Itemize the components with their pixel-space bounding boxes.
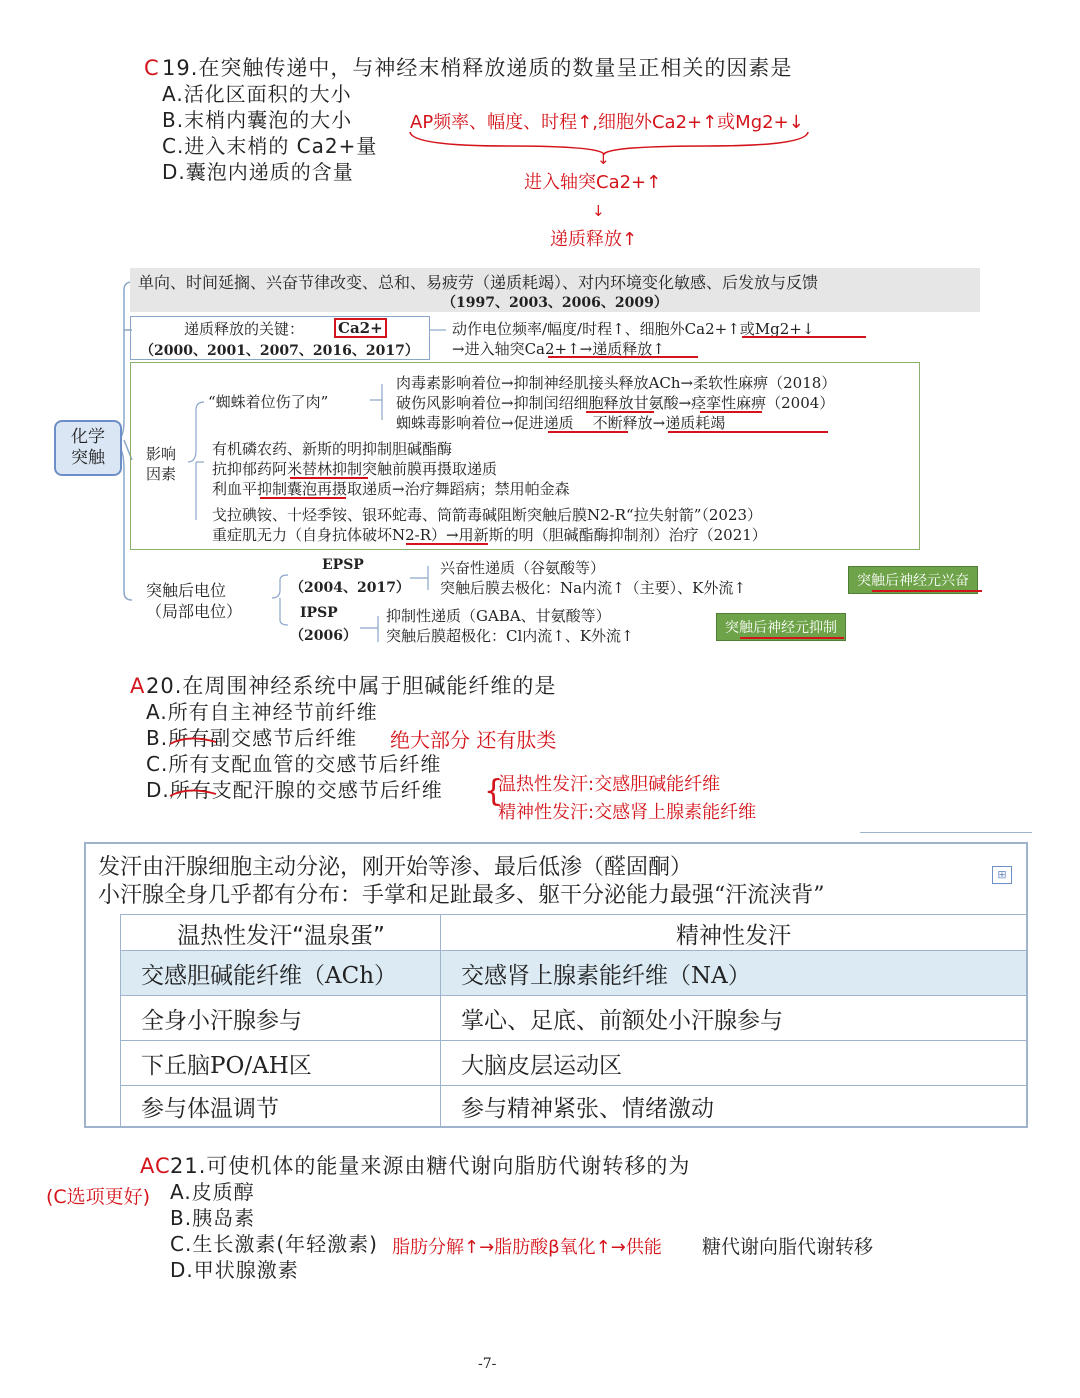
key-detail-2: →进入轴突Ca2+↑→递质释放↑ (452, 340, 665, 358)
table-row (120, 995, 1026, 1041)
ipsp-line-2: 突触后膜超极化：Cl内流↑、K外流↑ (386, 627, 634, 645)
q21-option-c: C.生长激素(年轻激素) (170, 1232, 378, 1256)
q19-answer: C (144, 56, 160, 80)
key-detail-underline-2 (548, 356, 698, 358)
drug-item-4: 戈拉碘铵、十烃季铵、银环蛇毒、筒箭毒碱阻断突触后膜N2-R“拉失射箭”（2023） (212, 506, 763, 524)
epsp-line-2: 突触后膜去极化：Na内流↑（主要）、K外流↑ (440, 579, 746, 597)
drug-item-1: 有机磷农药、新斯的明抑制胆碱酯酶 (212, 440, 453, 458)
q20-strike-d (168, 780, 220, 800)
q21-note-c-black: 糖代谢向脂代谢转移 (702, 1236, 874, 1258)
q20-option-d: D.所有支配汗腺的交感节后纤维 (146, 778, 443, 802)
q21-stem: 21.可使机体的能量来源由糖代谢向脂肪代谢转移的为 (170, 1154, 691, 1178)
q19-option-c: C.进入末梢的 Ca2+量 (162, 134, 378, 158)
table-row (120, 1085, 1026, 1127)
key-detail-underline-1 (742, 336, 866, 338)
table-row (120, 1040, 1026, 1086)
epsp-tag-underline (872, 590, 982, 592)
drug-item-5: 重症肌无力（自身抗体破坏N2-R）→用新斯的明（胆碱酯酶抑制剂）治疗（2021） (212, 526, 767, 544)
drug-underline-3 (406, 543, 488, 545)
q19-note-arrow1: ↓ (597, 150, 610, 168)
table-cell: 交感胆碱能纤维（ACh） (120, 951, 441, 996)
table-cell: 参与精神紧张、情绪激动 (440, 1086, 1026, 1127)
ipsp-tag: 突触后神经元抑制 (716, 613, 846, 641)
q21-option-a: A.皮质醇 (170, 1180, 255, 1204)
table-header-warm: 温热性发汗“温泉蛋” (120, 915, 441, 951)
drug-underline-1 (290, 477, 368, 479)
q20-option-b: B.所有副交感节后纤维 (146, 726, 358, 750)
features-text: 单向、时间延搁、兴奋节律改变、总和、易疲劳（递质耗竭）、对内环境变化敏感、后发放与反馈 (138, 273, 819, 292)
spider-item-3: 蜘蛛毒影响着位→促进递质 不断释放→递质耗竭 (396, 414, 726, 432)
q21-option-b: B.胰岛素 (170, 1206, 256, 1230)
table-icon[interactable]: ⊞ (992, 866, 1012, 884)
ipsp-tag-underline (740, 637, 844, 639)
post-label: 突触后电位 （局部电位） (146, 581, 243, 621)
q20-note-d1: 温热性发汗:交感胆碱能纤维 (498, 774, 721, 795)
q19-option-d: D.囊泡内递质的含量 (162, 160, 354, 184)
divider-line (860, 832, 1032, 833)
q20-answer: A (130, 674, 146, 698)
table-cell: 下丘脑PO/AH区 (120, 1041, 441, 1086)
table-cell: 掌心、足底、前额处小汗腺参与 (440, 996, 1026, 1041)
spider-item-2: 破伤风影响着位→抑制闰绍细胞释放甘氨酸→痉挛性麻痹（2004） (396, 394, 835, 412)
spider-underline-1 (586, 411, 654, 413)
drug-item-3: 利血平抑制囊泡再摄取递质→治疗舞蹈病；禁用帕金森 (212, 480, 570, 498)
spider-item-1: 肉毒素影响着位→抑制神经肌接头释放ACh→柔软性麻痹（2018） (396, 374, 837, 392)
table-row (120, 950, 1026, 996)
ipsp-label: IPSP (300, 605, 338, 621)
q19-note-line3: 递质释放↑ (550, 229, 638, 250)
q19-note-line1: AP频率、幅度、时程↑,细胞外Ca2+↑或Mg2+↓ (410, 112, 804, 133)
table-cell: 参与体温调节 (120, 1086, 441, 1127)
sweat-table (84, 842, 1028, 1128)
epsp-tag: 突触后神经元兴奋 (848, 566, 978, 594)
spider-underline-4 (668, 431, 828, 433)
table-cell: 全身小汗腺参与 (120, 996, 441, 1041)
key-detail-1: 动作电位频率/幅度/时程↑、细胞外Ca2+↑或Mg2+↓ (452, 320, 815, 338)
q21-note-c-red: 脂肪分解↑→脂肪酸β氧化↑→供能 (392, 1237, 662, 1258)
q19-stem: 19.在突触传递中，与神经末梢释放递质的数量呈正相关的因素是 (162, 56, 793, 80)
spider-underline-3 (548, 431, 628, 433)
q20-stem: 20.在周围神经系统中属于胆碱能纤维的是 (146, 674, 557, 698)
page-number: -7- (478, 1356, 497, 1372)
table-cell: 大脑皮层运动区 (440, 1041, 1026, 1086)
q20-option-a: A.所有自主神经节前纤维 (146, 700, 378, 724)
influence-label: 影响 因素 (146, 445, 177, 483)
table-header-row (120, 914, 1026, 951)
q19-option-a: A.活化区面积的大小 (162, 82, 352, 106)
features-years: （1997、2003、2006、2009） (442, 295, 668, 311)
q20-strike-b (168, 728, 220, 748)
table-header-mental: 精神性发汗 (440, 915, 1026, 951)
key-years: （2000、2001、2007、2016、2017） (140, 343, 419, 359)
sweat-line-1: 发汗由汗腺细胞主动分泌，刚开始等渗、最后低渗（醛固酮） (98, 855, 693, 880)
q20-option-c: C.所有支配血管的交感节后纤维 (146, 752, 442, 776)
epsp-line-1: 兴奋性递质（谷氨酸等） (440, 559, 606, 577)
spider-label: “蜘蛛着位伤了肉” (208, 393, 329, 411)
q19-note-line2: 进入轴突Ca2+↑ (524, 172, 662, 193)
q21-side-note: (C选项更好) (46, 1186, 151, 1208)
drug-underline-2 (260, 497, 346, 499)
ipsp-line-1: 抑制性递质（GABA、甘氨酸等） (386, 607, 611, 625)
epsp-label: EPSP (322, 557, 364, 573)
key-value: Ca2+ (334, 318, 387, 338)
q20-note-b: 绝大部分 还有肽类 (390, 728, 557, 752)
epsp-years: （2004、2017） (290, 580, 410, 596)
q20-brace: { (484, 774, 504, 809)
spider-underline-2 (700, 411, 762, 413)
q21-option-d: D.甲状腺激素 (170, 1258, 299, 1282)
q21-answer: AC (140, 1154, 171, 1178)
sweat-line-2: 小汗腺全身几乎都有分布：手掌和足趾最多、躯干分泌能力最强“汗流浃背” (98, 883, 825, 908)
q19-option-b: B.末梢内囊泡的大小 (162, 108, 353, 132)
table-cell: 交感肾上腺素能纤维（NA） (440, 951, 1026, 996)
drug-item-2: 抗抑郁药阿米替林抑制突触前膜再摄取递质 (212, 460, 498, 478)
key-label: 递质释放的关键： (184, 320, 305, 338)
q20-note-d2: 精神性发汗:交感肾上腺素能纤维 (498, 802, 757, 823)
q19-note-arrow2: ↓ (592, 202, 605, 220)
ipsp-years: （2006） (290, 628, 357, 644)
mindmap-root: 化学 突触 (54, 420, 122, 476)
